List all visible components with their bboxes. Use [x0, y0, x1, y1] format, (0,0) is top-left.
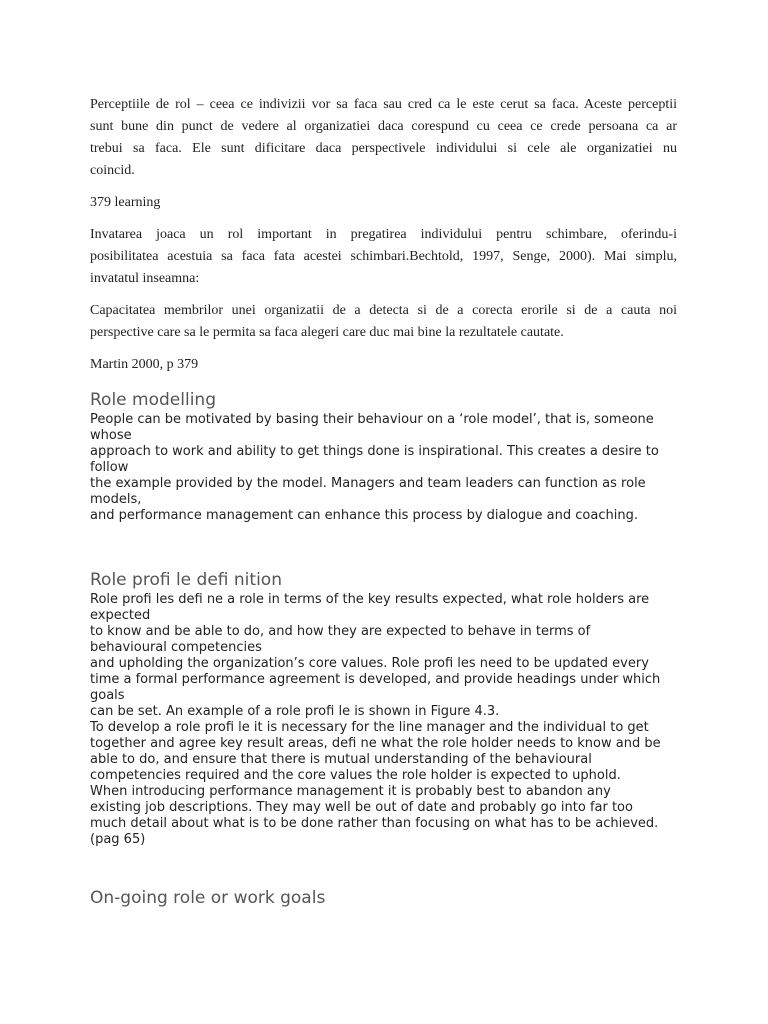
text-line: much detail about what is to be done rather than focusing on what has to be achieved. [90, 816, 659, 831]
document-page [90, 94, 677, 910]
section-heading-role-modelling: Role modelling [90, 390, 216, 410]
text-line: whose [90, 428, 132, 443]
section-heading-role-profile: Role profi le defi nition [90, 570, 282, 590]
text-line: follow [90, 460, 129, 475]
text-line: to know and be able to do, and how they are expected to behave in terms of [90, 624, 591, 639]
text-line: sunt bune din punct de vedere al organizatiei daca corespund cu ceea ce crede persoana ca ar [90, 119, 677, 134]
text-line: time a formal performance agreement is developed, and provide headings under which [90, 672, 661, 687]
text-line: and upholding the organization’s core values. Role profi les need to be updated every [90, 656, 649, 671]
section-body-role-modelling [90, 412, 677, 524]
text-line: models, [90, 492, 142, 507]
text-line: approach to work and ability to get things done is inspirational. This creates a desire to [90, 444, 659, 459]
text-line: posibilitatea acestuia sa faca fata acestei schimbari.Bechtold, 1997, Senge, 2000). Mai simplu, [90, 249, 677, 264]
text-line: perspective care sa le permita sa faca alegeri care duc mai bine la rezultatele cautate. [90, 325, 564, 340]
text-line: People can be motivated by basing their behaviour on a ‘role model’, that is, someone [90, 412, 654, 427]
citation: Martin 2000, p 379 [90, 357, 199, 372]
paragraph-perceptii [90, 94, 677, 182]
text-line: the example provided by the model. Managers and team leaders can function as role [90, 476, 646, 491]
section-body-role-profile [90, 592, 677, 848]
learning-label: 379 learning [90, 195, 161, 210]
text-line: goals [90, 688, 125, 703]
text-line: Invatarea joaca un rol important in pregatirea individului pentru schimbare, oferindu-i [90, 227, 677, 242]
text-line: trebui sa faca. Ele sunt dificitare daca perspectivele individului si cele ale organizatiei nu [90, 141, 677, 156]
text-line: Role profi les defi ne a role in terms of the key results expected, what role holders are [90, 592, 650, 607]
text-line: able to do, and ensure that there is mutual understanding of the behavioural [90, 752, 592, 767]
text-line: behavioural competencies [90, 640, 262, 655]
text-line: existing job descriptions. They may well be out of date and probably go into far too [90, 800, 633, 815]
text-line: can be set. An example of a role profi le is shown in Figure 4.3. [90, 704, 500, 719]
text-line: When introducing performance management it is probably best to abandon any [90, 784, 611, 799]
text-line: (pag 65) [90, 832, 146, 847]
text-line: and performance management can enhance this process by dialogue and coaching. [90, 508, 638, 523]
text-line: together and agree key result areas, defi ne what the role holder needs to know and be [90, 736, 661, 751]
paragraph-capacitatea [90, 300, 677, 344]
text-line: expected [90, 608, 151, 623]
section-heading-ongoing-goals: On-going role or work goals [90, 888, 326, 908]
text-line: coincid. [90, 163, 135, 178]
text-line: Capacitatea membrilor unei organizatii de a detecta si de a corecta erorile si de a cauta noi [90, 303, 677, 318]
text-line: Perceptiile de rol – ceea ce indivizii vor sa faca sau cred ca le este cerut sa faca. Aceste perceptii [90, 97, 677, 112]
text-line: To develop a role profi le it is necessary for the line manager and the individual to get [90, 720, 649, 735]
text-line: invatatul inseamna: [90, 271, 200, 286]
text-line: competencies required and the core values the role holder is expected to uphold. [90, 768, 621, 783]
paragraph-invatarea [90, 224, 677, 290]
